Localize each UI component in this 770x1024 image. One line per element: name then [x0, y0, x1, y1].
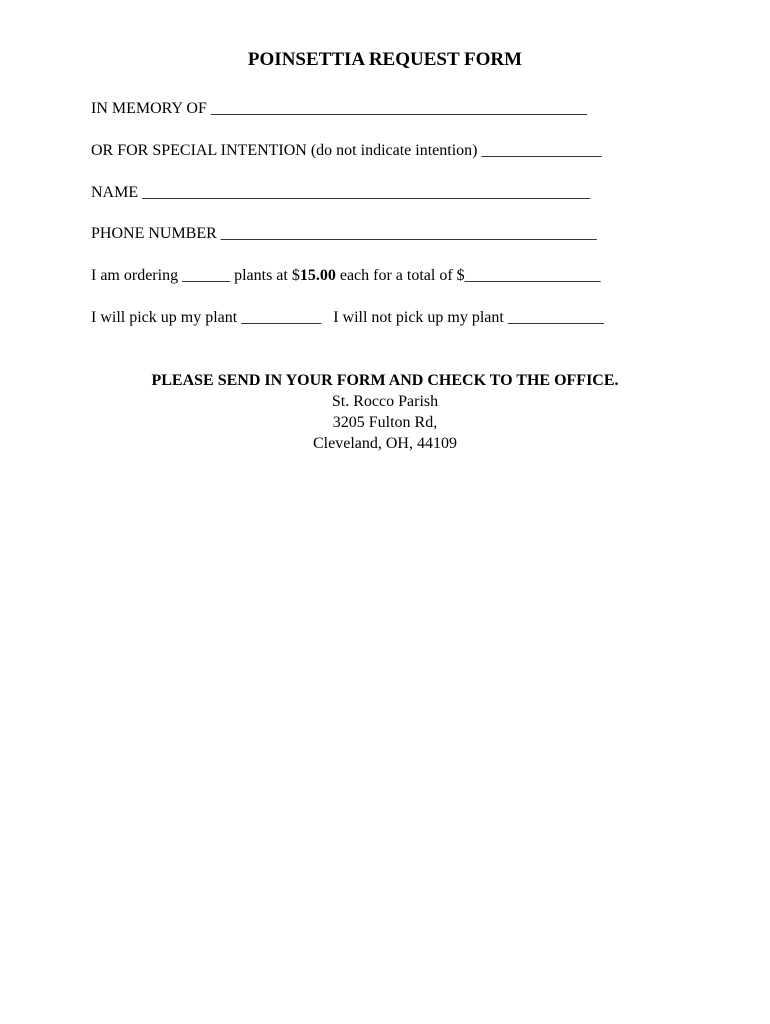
special-intention-label: OR FOR SPECIAL INTENTION (do not indicate intention): [91, 142, 482, 159]
street-address: 3205 Fulton Rd,: [332, 414, 438, 431]
order-total-label: each for a total of $: [335, 267, 465, 284]
special-intention-row: [91, 141, 601, 161]
page-title: POINSETTIA REQUEST FORM: [247, 49, 523, 70]
pickup-row: [91, 308, 604, 328]
total-field[interactable]: _________________: [464, 267, 601, 284]
pickup-field[interactable]: __________: [241, 309, 322, 326]
phone-label: PHONE NUMBER: [91, 225, 221, 242]
order-row: [91, 266, 601, 286]
name-field[interactable]: ________________________________________________________: [142, 184, 591, 201]
pickup-label: I will pick up my plant: [91, 309, 242, 326]
in-memory-row: [91, 99, 587, 119]
special-intention-field[interactable]: _______________: [481, 142, 602, 159]
order-price-label: plants at $: [230, 267, 300, 284]
order-prefix-label: I am ordering: [91, 267, 183, 284]
in-memory-label: IN MEMORY OF: [91, 100, 211, 117]
name-label: NAME: [91, 184, 143, 201]
unit-price: 15.00: [299, 267, 336, 284]
in-memory-field[interactable]: _______________________________________________: [210, 100, 587, 117]
quantity-field[interactable]: ______: [182, 267, 231, 284]
name-row: [91, 183, 590, 203]
parish-name: St. Rocco Parish: [331, 393, 439, 410]
city-state-zip: Cleveland, OH, 44109: [313, 435, 457, 452]
phone-field[interactable]: _______________________________________________: [220, 225, 597, 242]
phone-row: [91, 224, 597, 244]
no-pickup-field[interactable]: ____________: [507, 309, 604, 326]
submission-notice: [0, 370, 770, 454]
notice-headline: PLEASE SEND IN YOUR FORM AND CHECK TO THE OFFICE.: [151, 372, 619, 389]
no-pickup-label: I will not pick up my plant: [321, 309, 508, 326]
